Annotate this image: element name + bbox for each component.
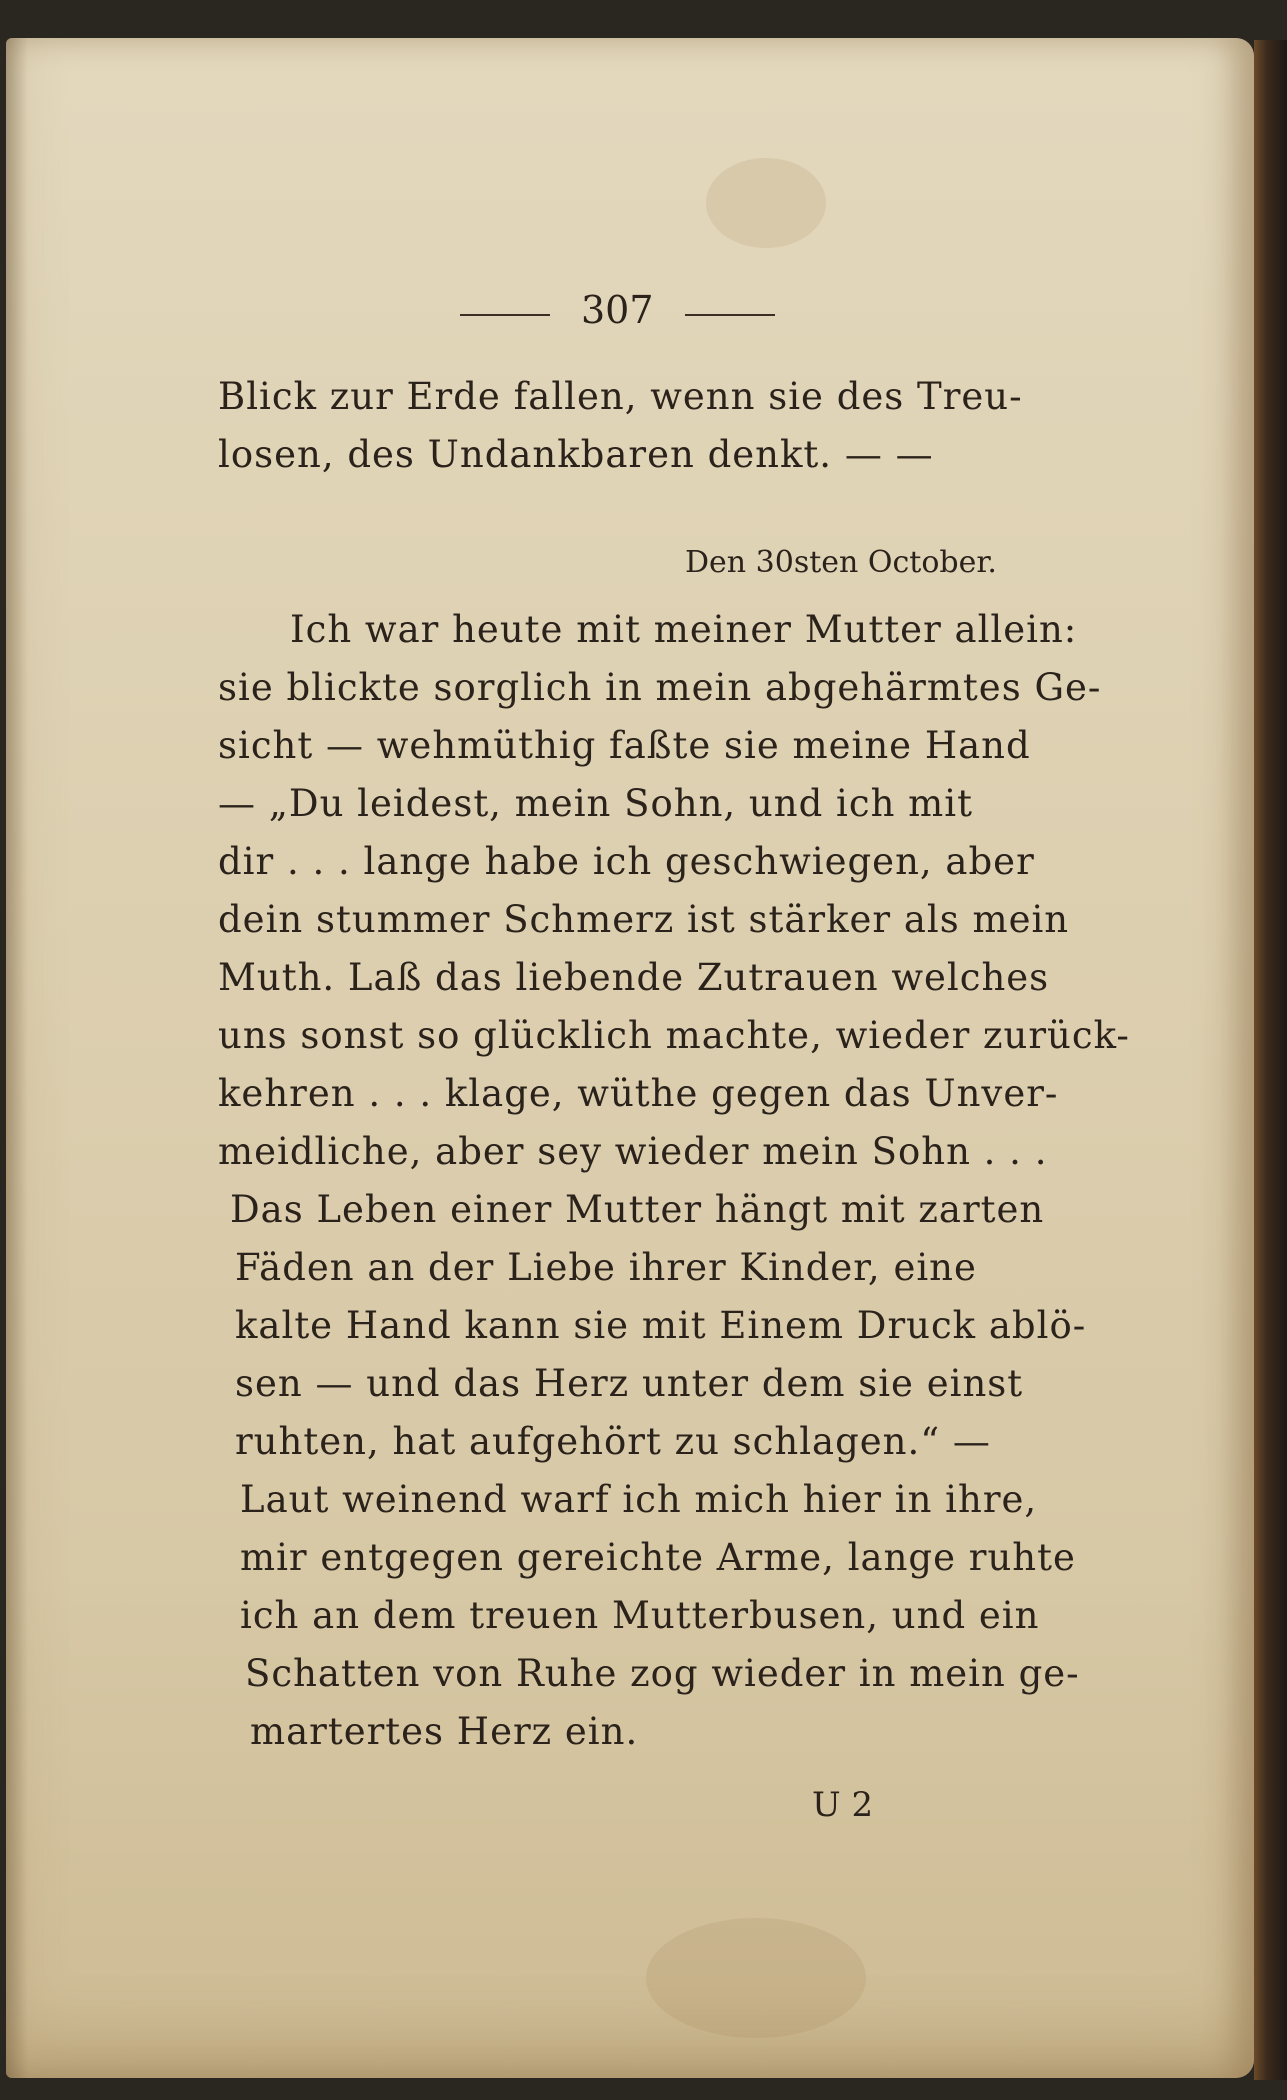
text-line: Ich war heute mit meiner Mutter allein: (290, 608, 1078, 651)
book-cover-edge (1254, 40, 1287, 2080)
header-rule-right (685, 314, 775, 316)
text-line: meidliche, aber sey wieder mein Sohn . . . (218, 1130, 1048, 1173)
page-header (455, 288, 785, 338)
date-heading: Den 30sten October. (685, 545, 997, 580)
text-line: uns sonst so glücklich machte, wieder zurück- (218, 1014, 1130, 1057)
header-rule-left (460, 314, 550, 316)
text-line: martertes Herz ein. (250, 1710, 639, 1753)
text-line: ich an dem treuen Mutterbusen, und ein (240, 1594, 1040, 1637)
text-line: Das Leben einer Mutter hängt mit zarten (230, 1188, 1045, 1231)
text-line: Laut weinend warf ich mich hier in ihre, (240, 1478, 1038, 1521)
text-line: ruhten, hat aufgehört zu schlagen.“ — (235, 1420, 991, 1463)
signature-mark: U 2 (812, 1785, 874, 1825)
page-gutter (6, 38, 28, 2078)
text-line: sie blickte sorglich in mein abgehärmtes Ge- (218, 666, 1102, 709)
text-line: mir entgegen gereichte Arme, lange ruhte (240, 1536, 1076, 1579)
text-line: dir . . . lange habe ich geschwiegen, aber (218, 840, 1035, 883)
text-line: Blick zur Erde fallen, wenn sie des Treu- (218, 375, 1023, 418)
book-page (6, 38, 1254, 2078)
text-line: losen, des Undankbaren denkt. — — (218, 433, 934, 476)
text-line: Schatten von Ruhe zog wieder in mein ge- (245, 1652, 1080, 1695)
text-line: sicht — wehmüthig faßte sie meine Hand (218, 724, 1031, 767)
page-number: 307 (581, 288, 654, 332)
text-line: Muth. Laß das liebende Zutrauen welches (218, 956, 1050, 999)
text-line: — „Du leidest, mein Sohn, und ich mit (218, 782, 973, 825)
text-line: sen — und das Herz unter dem sie einst (235, 1362, 1024, 1405)
text-line: Fäden an der Liebe ihrer Kinder, eine (235, 1246, 977, 1289)
text-line: kalte Hand kann sie mit Einem Druck ablö- (235, 1304, 1087, 1347)
paper-stain (646, 1918, 866, 2038)
text-line: kehren . . . klage, wüthe gegen das Unver- (218, 1072, 1059, 1115)
text-line: dein stummer Schmerz ist stärker als mein (218, 898, 1070, 941)
paper-stain (706, 158, 826, 248)
